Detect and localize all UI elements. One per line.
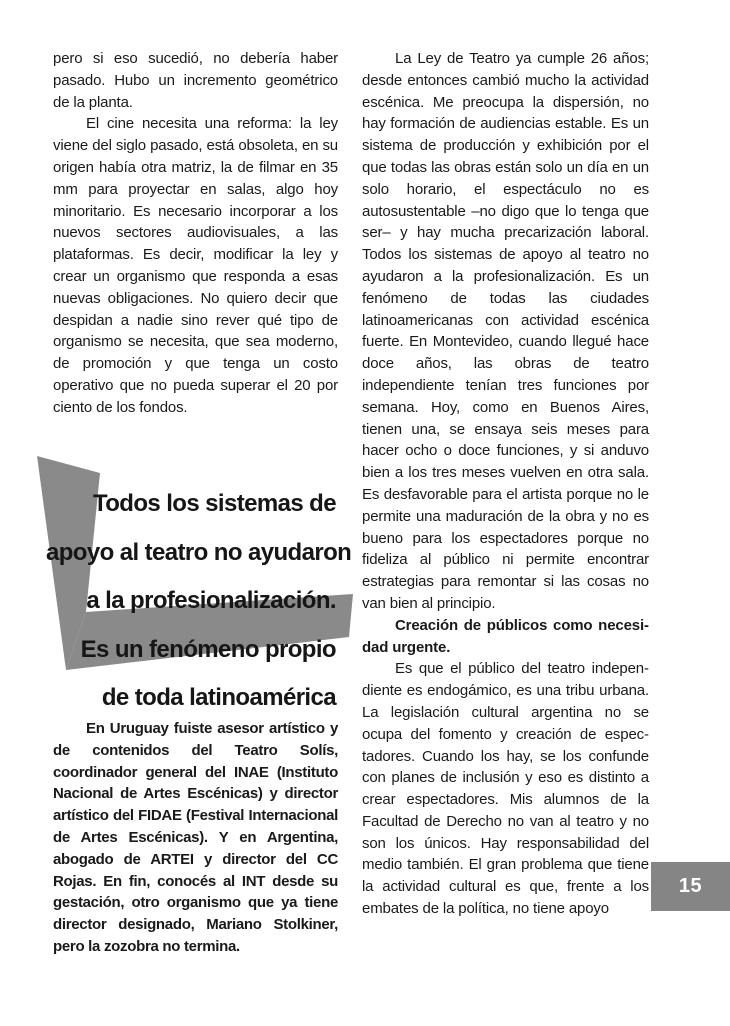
page-number-tab [651,862,730,911]
page-number: 15 [678,875,703,897]
left-paragraph-1: pero si eso sucedió, no debería haber pasado. Hubo un incremento geométrico de la planta. [53,50,338,111]
right-paragraph-2: Es que el público del teatro independiente es endogámico, es una tribu urbana. La legislación cultural argentina no se ocupa del fomento y creación de espectadores. Cuando los hay, se los confunde con planes de inclusión y eso es distinto a crear espectadores. Mis alumnos de la Facultad de Derecho no van al teatro y no son los únicos. Hay responsabilidad del medio también. El gran problema que tiene la actividad cultural es que, frente a los embates de la política, no tiene apoyo [362,660,649,918]
pull-quote-line: Es un fenómeno propio [80,635,336,663]
left-paragraph-2: El cine necesita una reforma: la ley viene del siglo pasado, está obsoleta, en su origen había otra matriz, la de filmar en 35 mm para proyectar en salas, algo hoy minoritario. Es necesario incorporar a los nuevos sectores audiovisuales, a las plataformas. Es decir, modificar la ley y crear un organismo que responda a esas nuevas obligaciones. No quiero decir que despidan a nadie sino rever qué tipo de organismo se necesita, que sea moderno, de promoción y que tenga un costo operativo que no pueda superar el 20 por ciento de los fondos. [53,115,338,416]
right-paragraph-1: La Ley de Teatro ya cumple 26 años; desde entonces cambió mucho la actividad escénica. Me preocupa la dispersión, no hay formación de audiencias estable. Es un sistema de producción y exhibición por el que todas las obras están solo un día en un solo horario, el espectáculo no es autosustentable –no digo que lo tenga que ser– y hay mucha precarización laboral. Todos los sistemas de apoyo al teatro no ayudaron a la profesionalización. Es un fenómeno de todas las ciudades latinoamericanas con actividad escénica fuerte. En Montevideo, cuando llegué hace doce años, las obras de teatro independiente tenían tres funciones por semana. Hoy, como en Buenos Aires, tienen una, se ensaya seis meses para hacer ocho o doce funciones, y si anduvo bien a los tres meses vuelven en otra sala. Es desfavorable para el artista porque no le permite una maduración de la obra y no es bueno para los espectadores porque no fideliza al público ni permite encontrar estrategias para remontar si las cosas no van bien al principio. [362,50,649,612]
section-subheading: Creación de públicos como necesidad urgente. [362,616,649,656]
interview-question: En Uruguay fuiste asesor artístico y de contenidos del Teatro Solís, coordinador general del INAE (Instituto Nacional de Artes Escénicas) y director artístico del FIDAE (Festival Internacional de Artes Escénicas). Y en Argentina, abogado de ARTEI y director del CC Rojas. En fin, conocés al INT desde su gestación, otro organismo que ya tiene director designado, Mariano Stolkiner, pero la zozobra no termina. [53,720,338,955]
pull-quote-line: de toda latinoamérica [101,684,336,711]
pull-quote [46,480,352,723]
interview-question-block [53,718,338,958]
pull-quote-line: Todos los sistemas de [92,490,336,517]
right-column [362,48,649,920]
pull-quote-line: a la profesionalización. [86,587,336,614]
pull-quote-line: apoyo al teatro no ayudaron [46,538,352,566]
left-column [53,48,338,419]
